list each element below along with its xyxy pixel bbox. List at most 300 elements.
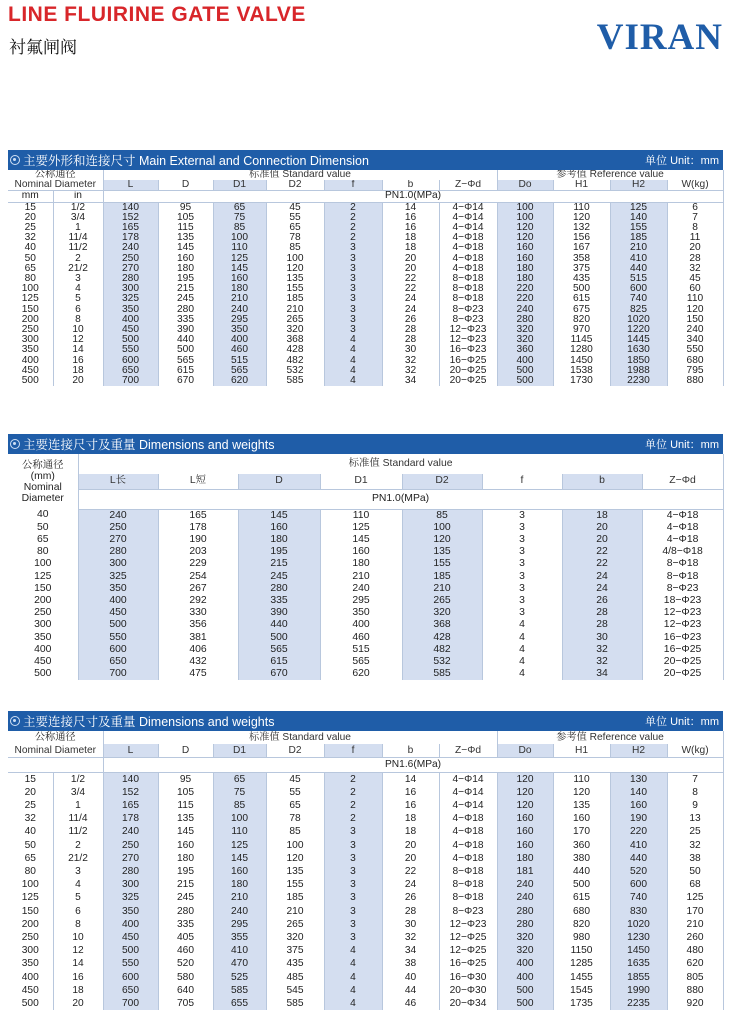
table-cell: 375 (553, 264, 610, 274)
table-cell: 350 (78, 583, 158, 595)
table-cell: 485 (266, 971, 324, 984)
table-cell: 40 (8, 509, 78, 522)
table-cell: 60 (667, 284, 723, 294)
table-row (8, 294, 723, 304)
table-row (8, 274, 723, 284)
table-cell: 160 (497, 254, 553, 264)
table-cell: 100 (402, 522, 482, 534)
table-cell: 120 (497, 772, 553, 786)
nominal-diameter-en: Nominal Diameter (8, 744, 103, 758)
table-cell: 292 (158, 595, 238, 607)
table-cell: 250 (78, 522, 158, 534)
table-cell: 125 (667, 891, 723, 904)
table-cell: 825 (610, 305, 667, 315)
table-cell: 22 (562, 546, 642, 558)
table-cell: 520 (158, 957, 213, 970)
table-cell: 181 (497, 865, 553, 878)
table-cell: 2 (53, 254, 103, 264)
table-cell: 450 (8, 366, 53, 376)
table-cell: 700 (103, 997, 158, 1010)
table-cell: 4−Φ18 (439, 233, 497, 243)
table-cell: 1450 (610, 944, 667, 957)
table-cell: 450 (8, 984, 53, 997)
table-cell: 100 (266, 839, 324, 852)
table-cell: 8 (667, 223, 723, 233)
table-cell: 700 (78, 668, 158, 680)
table-cell: 325 (78, 571, 158, 583)
table-cell: 795 (667, 366, 723, 376)
nominal-line: Nominal (23, 481, 62, 493)
table-cell: 140 (610, 786, 667, 799)
table-cell: 100 (497, 213, 553, 223)
table-cell: 26 (382, 891, 439, 904)
standard-value-label: 标准值 Standard value (103, 170, 497, 180)
table-row (8, 335, 723, 345)
table-cell: 145 (238, 509, 320, 522)
table-cell: 8−Φ18 (439, 878, 497, 891)
table-cell: 267 (158, 583, 238, 595)
table-cell: 350 (8, 632, 78, 644)
table-cell: 240 (103, 243, 158, 253)
table-cell: 400 (497, 356, 553, 366)
table-cell: 160 (213, 274, 266, 284)
table-cell: 160 (158, 839, 213, 852)
table-cell: 565 (320, 656, 402, 668)
table-cell: 120 (497, 233, 553, 243)
table-cell: 650 (78, 656, 158, 668)
table-cell: 3 (324, 891, 382, 904)
table-cell: 440 (158, 335, 213, 345)
table-cell: 50 (8, 522, 78, 534)
table-cell: 16−Φ25 (642, 644, 723, 656)
table-cell: 5 (53, 891, 103, 904)
table-cell: 620 (667, 957, 723, 970)
table-cell: 16 (53, 971, 103, 984)
table-cell: 180 (238, 534, 320, 546)
table-cell: 140 (610, 213, 667, 223)
table-row (8, 356, 723, 366)
column-header: L (103, 180, 158, 191)
table-cell: 8−Φ18 (642, 558, 723, 570)
table-cell: 4 (482, 644, 562, 656)
table-cell: 11/4 (53, 233, 103, 243)
table-cell: 14 (53, 345, 103, 355)
product-title-cn: 衬氟闸阀 (9, 38, 77, 58)
table-row (8, 583, 723, 595)
table-cell: 545 (266, 984, 324, 997)
table-cell: 4−Φ18 (439, 825, 497, 838)
table-cell: 170 (553, 825, 610, 838)
table-cell: 3 (324, 284, 382, 294)
table-cell: 240 (497, 305, 553, 315)
table-cell: 500 (238, 632, 320, 644)
table-cell: 480 (667, 944, 723, 957)
table-cell: 32 (562, 644, 642, 656)
table-cell: 152 (103, 213, 158, 223)
table-cell: 325 (103, 294, 158, 304)
table-cell: 45 (266, 202, 324, 213)
dimension-weight-table-pn16 (8, 731, 724, 1010)
table-row (8, 233, 723, 243)
table-cell: 400 (8, 971, 53, 984)
standard-value-label: 标准值 Standard value (78, 454, 723, 474)
unit-label: 单位 Unit：mm (645, 716, 719, 728)
table-cell: 120 (667, 305, 723, 315)
table-cell: 12−Φ23 (439, 325, 497, 335)
table-cell: 375 (266, 944, 324, 957)
table-cell: 30 (562, 632, 642, 644)
table-cell: 4 (482, 619, 562, 631)
section-header-bar (8, 434, 723, 454)
table-cell: 16−Φ25 (439, 356, 497, 366)
table-cell: 145 (320, 534, 402, 546)
table-cell: 120 (553, 213, 610, 223)
table-cell: 18−Φ23 (642, 595, 723, 607)
table-cell: 8−Φ18 (439, 865, 497, 878)
table-cell: 160 (610, 799, 667, 812)
table-cell: 30 (382, 918, 439, 931)
table-cell: 8 (53, 918, 103, 931)
table-cell: 4−Φ18 (642, 522, 723, 534)
table-cell: 3 (324, 274, 382, 284)
table-row (8, 644, 723, 656)
table-cell: 280 (78, 546, 158, 558)
table-cell: 585 (266, 376, 324, 386)
table-cell: 4−Φ18 (439, 264, 497, 274)
table-cell: 16 (382, 213, 439, 223)
table-cell: 300 (8, 944, 53, 957)
table-cell: 78 (266, 233, 324, 243)
table-cell: 8 (667, 786, 723, 799)
table-cell: 26 (382, 315, 439, 325)
unit-mm: mm (8, 191, 53, 202)
table-cell: 65 (266, 223, 324, 233)
table-cell: 320 (497, 325, 553, 335)
table-row (8, 264, 723, 274)
table-cell: 120 (402, 534, 482, 546)
table-cell: 615 (553, 891, 610, 904)
table-cell: 4 (482, 632, 562, 644)
table-cell: 20−Φ34 (439, 997, 497, 1010)
table-cell: 200 (8, 595, 78, 607)
table-cell: 120 (497, 223, 553, 233)
table-cell: 100 (8, 878, 53, 891)
column-header: H1 (553, 180, 610, 191)
table-cell: 12−Φ25 (439, 944, 497, 957)
table-cell: 250 (8, 607, 78, 619)
circle-bullet-icon (10, 155, 20, 165)
table-cell: 145 (213, 264, 266, 274)
table-cell: 220 (497, 294, 553, 304)
table-cell: 335 (238, 595, 320, 607)
table-cell: 3 (324, 325, 382, 335)
table-cell: 4 (324, 971, 382, 984)
table-cell: 178 (103, 812, 158, 825)
table-cell: 40 (8, 243, 53, 253)
section-main-dimensions (8, 150, 723, 386)
table-cell: 15 (8, 202, 53, 213)
table-cell: 6 (53, 305, 103, 315)
column-header: Z−Φd (439, 744, 497, 758)
table-cell: 650 (103, 366, 158, 376)
table-cell: 4−Φ14 (439, 786, 497, 799)
table-cell: 4 (53, 284, 103, 294)
table-cell: 75 (213, 786, 266, 799)
table-cell: 532 (402, 656, 482, 668)
section-title: 主要连接尺寸及重量 Dimensions and weights (23, 715, 275, 729)
table-cell: 615 (238, 656, 320, 668)
table-cell: 4−Φ14 (439, 772, 497, 786)
table-cell: 620 (213, 376, 266, 386)
table-cell: 8 (53, 315, 103, 325)
table-cell: 500 (553, 284, 610, 294)
table-cell: 565 (238, 644, 320, 656)
table-cell: 2 (324, 799, 382, 812)
circle-bullet-icon (10, 716, 20, 726)
table-cell: 2 (324, 223, 382, 233)
table-cell: 3 (324, 865, 382, 878)
table-cell: 11/2 (53, 825, 103, 838)
table-cell: 24 (382, 294, 439, 304)
table-cell: 85 (213, 799, 266, 812)
table-cell: 12−Φ23 (642, 607, 723, 619)
table-cell: 200 (8, 918, 53, 931)
table-cell: 240 (320, 583, 402, 595)
table-cell: 22 (562, 558, 642, 570)
column-header: D1 (213, 180, 266, 191)
table-cell: 32 (667, 839, 723, 852)
table-cell: 8−Φ18 (439, 284, 497, 294)
table-cell: 7 (667, 772, 723, 786)
table-cell: 3 (482, 509, 562, 522)
table-cell: 532 (266, 366, 324, 376)
table-cell: 2 (324, 812, 382, 825)
table-cell: 20 (53, 997, 103, 1010)
table-cell: 28 (562, 607, 642, 619)
table-row (8, 984, 723, 997)
table-cell: 1/2 (53, 772, 103, 786)
table-cell: 32 (382, 366, 439, 376)
table-cell: 180 (497, 274, 553, 284)
table-cell: 250 (103, 839, 158, 852)
table-cell: 620 (320, 668, 402, 680)
table-cell: 1630 (610, 345, 667, 355)
table-cell: 34 (382, 376, 439, 386)
table-cell: 4 (324, 376, 382, 386)
nominal-diameter-label (8, 454, 78, 509)
reference-value-label: 参考值 Reference value (497, 170, 723, 180)
table-row (8, 284, 723, 294)
table-cell: 565 (213, 366, 266, 376)
table-cell: 65 (213, 202, 266, 213)
table-cell: 170 (667, 905, 723, 918)
table-cell: 3 (482, 607, 562, 619)
table-cell: 1145 (553, 335, 610, 345)
table-cell: 195 (158, 274, 213, 284)
table-cell: 120 (266, 852, 324, 865)
table-row (8, 558, 723, 570)
table-cell: 820 (553, 315, 610, 325)
table-cell: 680 (667, 356, 723, 366)
table-cell: 432 (158, 656, 238, 668)
table-row (8, 595, 723, 607)
table-cell: 3 (324, 852, 382, 865)
nominal-diameter-cn: 公称通径 (8, 731, 103, 744)
table-cell: 500 (497, 984, 553, 997)
table-cell: 482 (402, 644, 482, 656)
table-cell: 250 (103, 254, 158, 264)
table-cell: 65 (8, 852, 53, 865)
table-cell: 200 (8, 315, 53, 325)
table-cell: 110 (213, 243, 266, 253)
table-cell: 26 (562, 595, 642, 607)
table-cell: 8−Φ18 (439, 274, 497, 284)
table-cell: 482 (266, 356, 324, 366)
table-cell: 20 (8, 213, 53, 223)
table-cell: 28 (562, 619, 642, 631)
table-cell: 180 (320, 558, 402, 570)
table-cell: 250 (8, 325, 53, 335)
table-cell: 195 (158, 865, 213, 878)
table-cell: 125 (320, 522, 402, 534)
table-row (8, 918, 723, 931)
dimension-weight-table-pn10 (8, 454, 724, 680)
table-cell: 32 (667, 264, 723, 274)
table-cell: 135 (158, 233, 213, 243)
table-cell: 4−Φ18 (439, 812, 497, 825)
table-cell: 195 (238, 546, 320, 558)
table-cell: 2230 (610, 376, 667, 386)
table-cell: 265 (402, 595, 482, 607)
table-cell: 11/4 (53, 812, 103, 825)
table-cell: 21/2 (53, 264, 103, 274)
table-cell: 440 (553, 865, 610, 878)
table-cell: 3 (324, 243, 382, 253)
table-cell: 325 (103, 891, 158, 904)
table-cell: 167 (553, 243, 610, 253)
table-cell: 350 (320, 607, 402, 619)
table-row (8, 223, 723, 233)
nominal-line: Diameter (21, 492, 64, 504)
circle-bullet-icon (10, 439, 20, 449)
table-cell: 30 (382, 345, 439, 355)
table-cell: 40 (382, 971, 439, 984)
table-row (8, 325, 723, 335)
table-cell: 185 (402, 571, 482, 583)
table-cell: 3/4 (53, 786, 103, 799)
column-header: f (324, 180, 382, 191)
table-cell: 2 (53, 839, 103, 852)
table-cell: 280 (158, 305, 213, 315)
table-cell: 295 (320, 595, 402, 607)
table-cell: 500 (8, 376, 53, 386)
table-cell: 4−Φ14 (439, 799, 497, 812)
table-cell: 440 (610, 264, 667, 274)
table-cell: 18 (382, 243, 439, 253)
table-cell: 25 (8, 799, 53, 812)
table-cell: 125 (213, 254, 266, 264)
table-cell: 3 (324, 931, 382, 944)
table-cell: 550 (78, 632, 158, 644)
table-row (8, 944, 723, 957)
table-cell: 120 (266, 264, 324, 274)
table-cell: 20−Φ25 (642, 668, 723, 680)
table-cell: 210 (667, 918, 723, 931)
table-cell: 80 (8, 274, 53, 284)
table-cell: 400 (78, 595, 158, 607)
table-cell: 135 (158, 812, 213, 825)
table-cell: 160 (497, 839, 553, 852)
table-cell: 203 (158, 546, 238, 558)
table-cell: 1020 (610, 918, 667, 931)
table-cell: 24 (382, 878, 439, 891)
table-cell: 240 (497, 878, 553, 891)
table-cell: 670 (158, 376, 213, 386)
table-cell: 150 (8, 583, 78, 595)
table-cell: 150 (8, 305, 53, 315)
table-cell: 585 (266, 997, 324, 1010)
table-cell: 705 (158, 997, 213, 1010)
table-cell: 4 (324, 984, 382, 997)
table-cell: 20 (562, 522, 642, 534)
table-cell: 358 (553, 254, 610, 264)
table-cell: 740 (610, 891, 667, 904)
table-row (8, 305, 723, 315)
main-dimension-table (8, 170, 724, 386)
table-row (8, 345, 723, 355)
column-header: D (158, 744, 213, 758)
table-cell: 4 (53, 878, 103, 891)
table-cell: 8−Φ23 (439, 315, 497, 325)
table-cell: 320 (497, 335, 553, 345)
table-cell: 165 (103, 223, 158, 233)
column-header: Z−Φd (642, 474, 723, 489)
table-cell: 295 (213, 315, 266, 325)
table-cell: 22 (382, 274, 439, 284)
table-row (8, 852, 723, 865)
table-cell: 500 (78, 619, 158, 631)
table-cell: 500 (103, 944, 158, 957)
table-cell: 8−Φ18 (439, 294, 497, 304)
table-cell: 14 (382, 202, 439, 213)
table-cell: 12 (53, 335, 103, 345)
table-cell: 152 (103, 786, 158, 799)
table-cell: 215 (238, 558, 320, 570)
table-cell: 1280 (553, 345, 610, 355)
table-cell: 640 (158, 984, 213, 997)
table-cell: 585 (402, 668, 482, 680)
table-cell: 515 (320, 644, 402, 656)
column-header: H2 (610, 744, 667, 758)
table-row (8, 668, 723, 680)
table-cell: 32 (562, 656, 642, 668)
table-cell: 1/2 (53, 202, 103, 213)
table-cell: 20 (382, 839, 439, 852)
table-cell: 32 (382, 356, 439, 366)
table-cell: 220 (497, 284, 553, 294)
table-cell: 450 (78, 607, 158, 619)
table-cell: 265 (266, 918, 324, 931)
table-cell: 12−Φ23 (642, 619, 723, 631)
table-cell: 3 (324, 315, 382, 325)
column-header: Z−Φd (439, 180, 497, 191)
table-cell: 4−Φ18 (642, 509, 723, 522)
table-cell: 880 (667, 984, 723, 997)
table-cell: 1850 (610, 356, 667, 366)
table-cell: 300 (8, 619, 78, 631)
table-row (8, 202, 723, 213)
table-cell: 45 (266, 772, 324, 786)
